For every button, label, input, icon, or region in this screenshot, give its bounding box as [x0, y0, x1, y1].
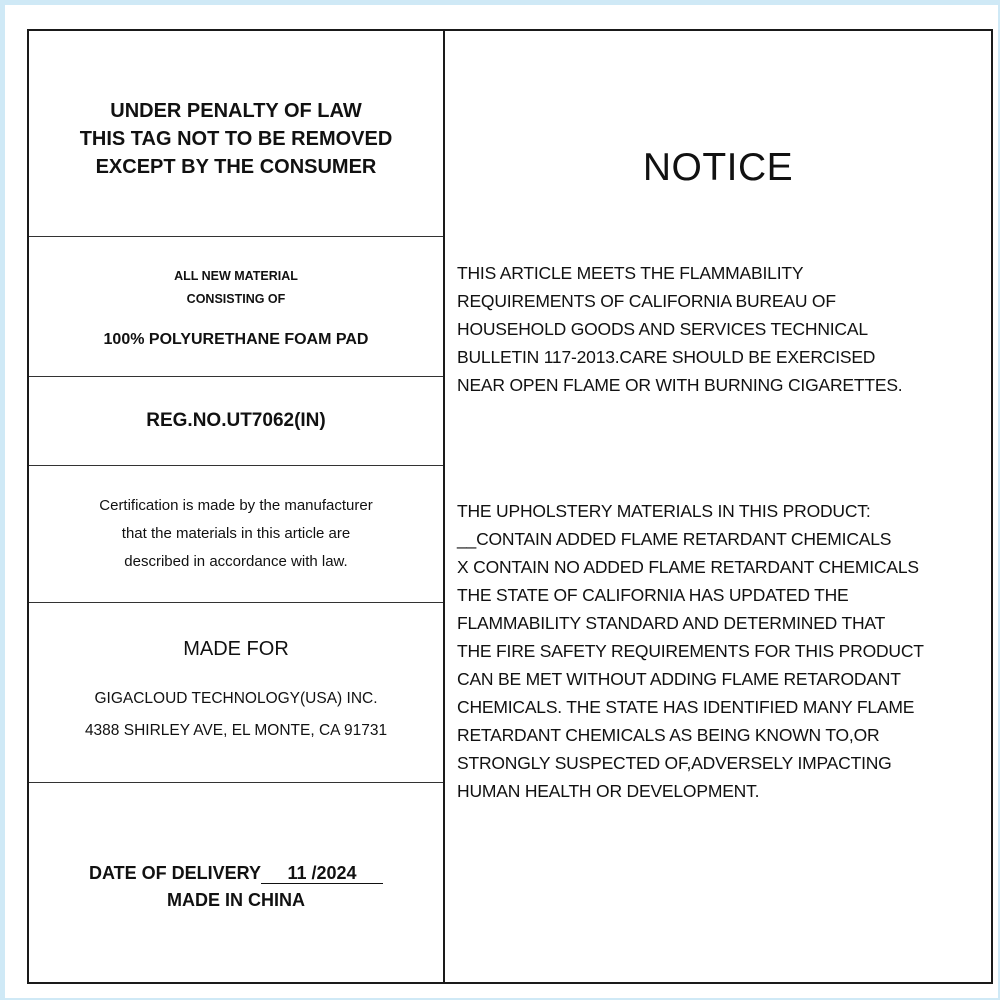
paragraph2-line-11: HUMAN HEALTH OR DEVELOPMENT.: [457, 781, 760, 801]
material-content: 100% POLYURETHANE FOAM PAD: [103, 330, 369, 348]
paragraph1-line-2: REQUIREMENTS OF CALIFORNIA BUREAU OF: [457, 291, 836, 311]
made-for-title: MADE FOR: [183, 638, 289, 660]
delivery-info: [89, 852, 383, 914]
company-name: GIGACLOUD TECHNOLOGY(USA) INC.: [94, 690, 378, 707]
paragraph2-line-4: THE STATE OF CALIFORNIA HAS UPDATED THE: [457, 585, 849, 605]
document-page: [5, 5, 998, 998]
paragraph2-line-9: RETARDANT CHEMICALS AS BEING KNOWN TO,OR: [457, 725, 880, 745]
left-column: [29, 31, 445, 982]
penalty-line-2: THIS TAG NOT TO BE REMOVED: [79, 127, 393, 150]
certification-cell: [29, 466, 443, 603]
paragraph2-line-5: FLAMMABILITY STANDARD AND DETERMINED THAT: [457, 613, 886, 633]
paragraph2-line-6: THE FIRE SAFETY REQUIREMENTS FOR THIS PRODUCT: [457, 641, 924, 661]
paragraph1-line-5: NEAR OPEN FLAME OR WITH BURNING CIGARETTES.: [457, 375, 903, 395]
penalty-line-3: EXCEPT BY THE CONSUMER: [95, 155, 377, 178]
paragraph2-line-3: X CONTAIN NO ADDED FLAME RETARDANT CHEMICALS: [457, 557, 919, 577]
right-column: [445, 31, 991, 982]
paragraph2-line-7: CAN BE MET WITHOUT ADDING FLAME RETARODANT: [457, 669, 901, 689]
certification-line-1: Certification is made by the manufacturer: [99, 497, 373, 514]
made-for-cell: [29, 603, 443, 783]
notice-title: NOTICE: [642, 146, 794, 189]
penalty-warning: [80, 87, 393, 181]
paragraph1-line-1: THIS ARTICLE MEETS THE FLAMMABILITY: [457, 263, 804, 283]
paragraph2-line-1: THE UPHOLSTERY MATERIALS IN THIS PRODUCT:: [457, 501, 871, 521]
paragraph2-line-2: __CONTAIN ADDED FLAME RETARDANT CHEMICALS: [457, 529, 892, 549]
registration-number: REG.NO.UT7062(IN): [146, 410, 326, 431]
material-header-line-1: ALL NEW MATERIAL: [174, 268, 298, 283]
certification-text: [93, 492, 378, 576]
paragraph1-line-3: HOUSEHOLD GOODS AND SERVICES TECHNICAL: [457, 319, 868, 339]
delivery-line: [89, 860, 383, 887]
company-street: 4388 SHIRLEY AVE, EL MONTE, CA 91731: [84, 722, 388, 739]
delivery-date: 11 /2024: [261, 863, 383, 884]
penalty-cell: [29, 31, 443, 237]
reg-no-cell: [29, 377, 443, 466]
law-tag: [27, 29, 993, 984]
material-header-line-2: CONSISTING OF: [186, 291, 286, 306]
paragraph2-line-10: STRONGLY SUSPECTED OF,ADVERSELY IMPACTING: [457, 753, 892, 773]
certification-line-3: described in accordance with law.: [124, 553, 348, 570]
paragraph2-line-8: CHEMICALS. THE STATE HAS IDENTIFIED MANY FLAME: [457, 697, 915, 717]
penalty-line-1: UNDER PENALTY OF LAW: [110, 99, 362, 122]
paragraph1-line-4: BULLETIN 117-2013.CARE SHOULD BE EXERCISED: [457, 347, 876, 367]
country-of-origin: MADE IN CHINA: [166, 889, 305, 910]
company-address: [85, 683, 387, 747]
certification-line-2: that the materials in this article are: [121, 525, 351, 542]
material-header: [174, 265, 298, 311]
delivery-label: DATE OF DELIVERY: [88, 862, 261, 883]
chemicals-paragraph: [457, 497, 985, 805]
flammability-paragraph: [457, 259, 985, 399]
delivery-cell: [29, 783, 443, 982]
material-cell: [29, 237, 443, 377]
